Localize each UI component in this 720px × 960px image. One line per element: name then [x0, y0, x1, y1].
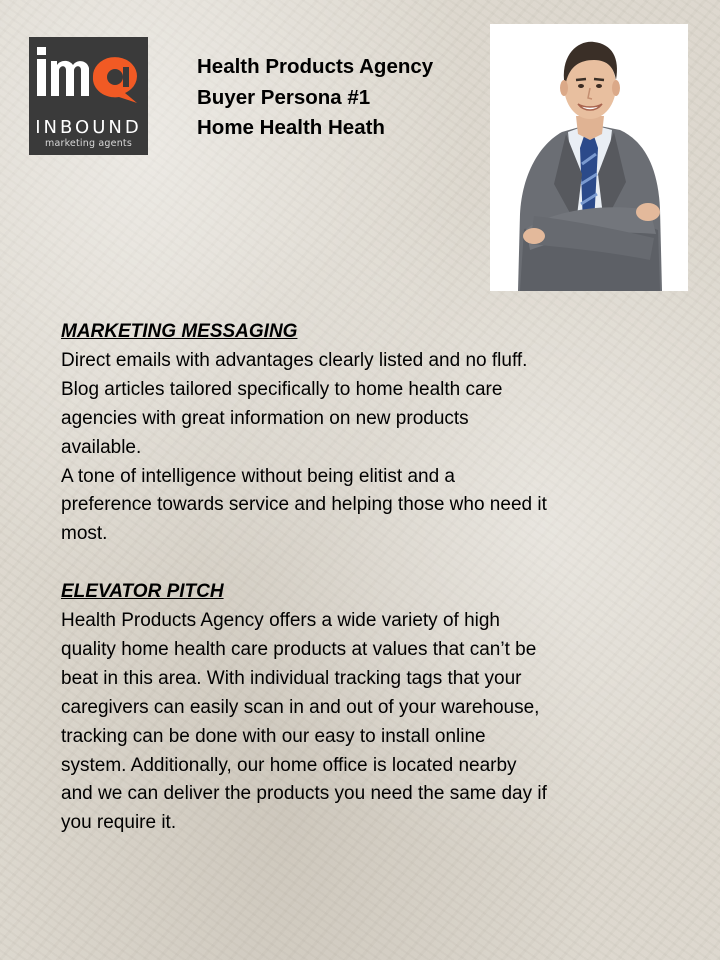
title-persona-number: Buyer Persona #1: [197, 85, 371, 109]
marketing-line: A tone of intelligence without being elitist and a: [61, 465, 455, 487]
marketing-line: Blog articles tailored specifically to home health care: [61, 378, 503, 400]
businessman-portrait-icon: [490, 24, 688, 291]
logo-tagline: marketing agents: [44, 138, 133, 149]
elevator-line: and we can deliver the products you need the same day if: [61, 783, 547, 805]
elevator-line: system. Additionally, our home office is located nearby: [61, 754, 517, 776]
elevator-line: you require it.: [61, 812, 177, 834]
marketing-line: most.: [61, 523, 108, 545]
elevator-line: caregivers can easily scan in and out of your warehouse,: [61, 696, 540, 718]
persona-content: [61, 318, 661, 838]
marketing-line: Direct emails with advantages clearly listed and no fluff.: [61, 349, 528, 371]
elevator-line: tracking can be done with our easy to install online: [61, 725, 486, 747]
title-agency: Health Products Agency: [197, 55, 434, 78]
logo-brand-text: INBOUND: [35, 117, 142, 138]
ima-logo-mark-icon: [29, 37, 148, 117]
marketing-line: agencies with great information on new products: [61, 407, 469, 429]
persona-photo: [490, 24, 688, 291]
marketing-line: preference towards service and helping those who need it: [61, 494, 547, 516]
marketing-line: available.: [61, 436, 142, 458]
company-logo: [29, 37, 148, 155]
elevator-line: Health Products Agency offers a wide variety of high: [61, 610, 501, 632]
marketing-messaging-heading: MARKETING MESSAGING: [61, 321, 298, 342]
section-spacer: [61, 549, 661, 578]
elevator-line: quality home health care products at values that can’t be: [61, 638, 537, 660]
page-title: [197, 52, 433, 144]
elevator-pitch-heading: ELEVATOR PITCH: [61, 581, 224, 603]
title-persona-name: Home Health Heath: [197, 116, 385, 139]
elevator-line: beat in this area. With individual tracking tags that your: [61, 667, 522, 689]
